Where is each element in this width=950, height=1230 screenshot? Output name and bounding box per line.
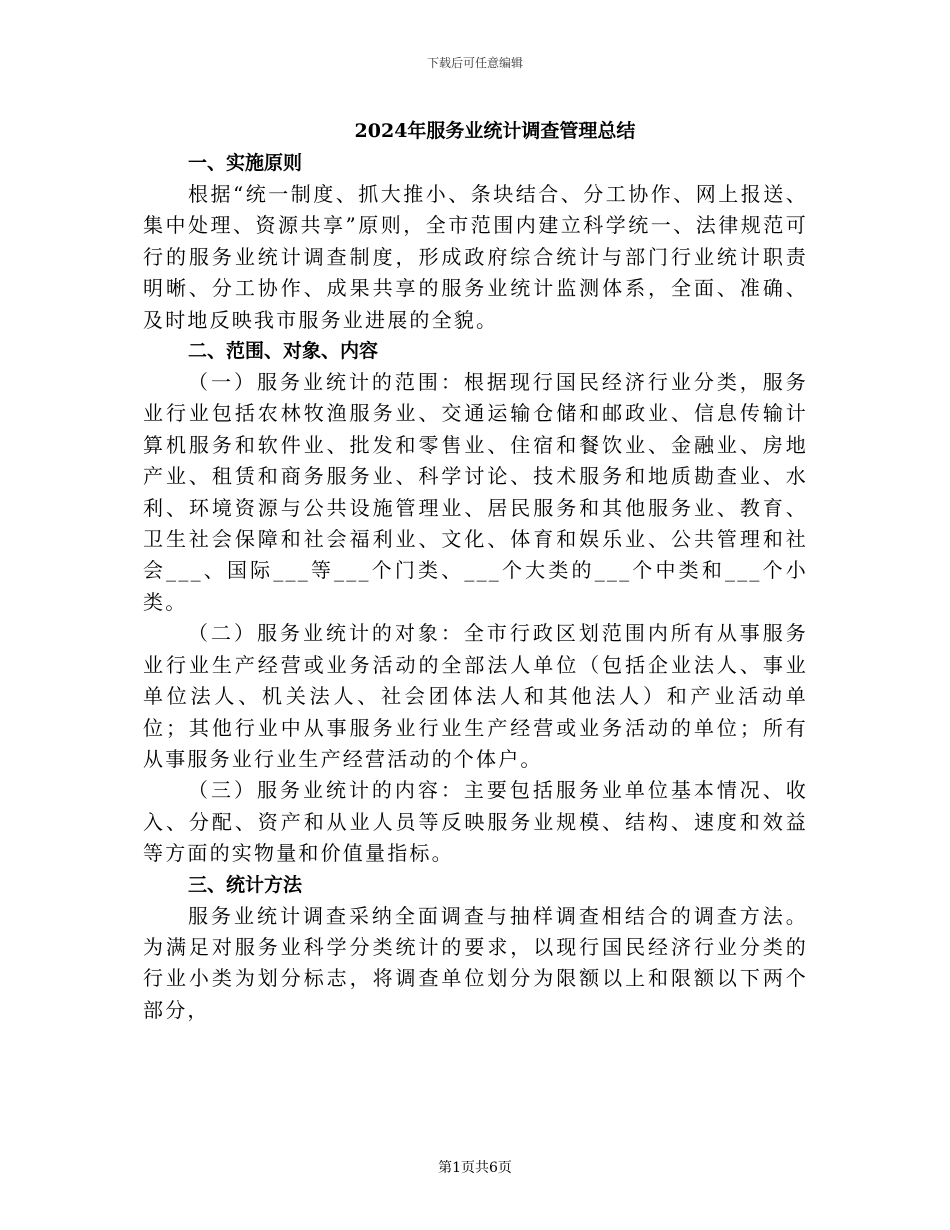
paragraph: （三）服务业统计的内容：主要包括服务业单位基本情况、收入、分配、资产和从业人员等反映服务业规模、结构、速度和效益等方面的实物量和价值量指标。 [143, 778, 808, 866]
section-heading: 三、统计方法 [188, 873, 303, 896]
document-body [143, 148, 808, 1026]
paragraph: （二）服务业统计的对象：全市行政区划范围内所有从事服务业行业生产经营或业务活动的全部法人单位（包括企业法人、事业单位法人、机关法人、社会团体法人和其他法人）和产业活动单位；其他行业中从事服务业行业生产经营或业务活动的单位；所有从事服务业行业生产经营活动的个体户。 [143, 621, 808, 771]
header-note: 下载后可任意编辑 [426, 56, 523, 70]
paragraph: 服务业统计调查采纳全面调查与抽样调查相结合的调查方法。为满足对服务业科学分类统计的要求，以现行国民经济行业分类的行业小类为划分标志，将调查单位划分为限额以上和限额以下两个部分， [143, 903, 808, 1022]
section-heading: 二、范围、对象、内容 [188, 340, 379, 363]
section-heading: 一、实施原则 [188, 152, 303, 174]
section-methods [143, 870, 808, 1027]
paragraph: （一）服务业统计的范围：根据现行国民经济行业分类，服务业行业包括农林牧渔服务业、交通运输仓储和邮政业、信息传输计算机服务和软件业、批发和零售业、住宿和餐饮业、金融业、房地产业、租赁和商务服务业、科学讨论、技术服务和地质勘查业、水利、环境资源与公共设施管理业、居民服务和其他服务业、教育、卫生社会保障和社会福利业、文化、体育和娱乐业、公共管理和社会___、国际___等___个门类、___个大类的___个中类和___个小类。 [143, 370, 808, 614]
paragraph: 根据“统一制度、抓大推小、条块结合、分工协作、网上报送、集中处理、资源共享”原则，全市范围内建立科学统一、法律规范可行的服务业统计调查制度，形成政府综合统计与部门行业统计职责明晰、分工协作、成果共享的服务业统计监测体系，全面、准确、及时地反映我市服务业进展的全貌。 [143, 182, 808, 332]
page-footer: 第1页共6页 [438, 1160, 512, 1176]
document-title: 2024年服务业统计调查管理总结 [354, 120, 636, 142]
section-principles [143, 148, 808, 336]
section-scope [143, 336, 808, 870]
